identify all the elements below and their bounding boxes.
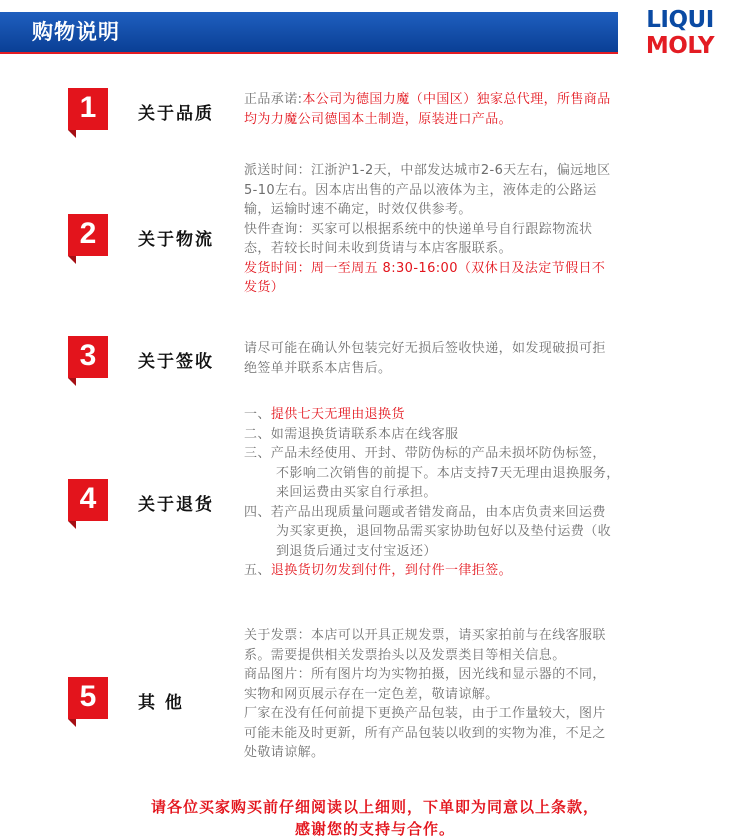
text-line: 5-10左右。因本店出售的产品以液体为主，液体走的公路运 — [244, 182, 597, 198]
text-line: 均为力魔公司德国本土制造，原装进口产品。 — [244, 111, 513, 127]
text-line: 正品承诺:本公司为德国力魔（中国区）独家总代理，所售商品 — [244, 92, 611, 107]
text-line: 二、如需退换货请联系本店在线客服 — [244, 426, 459, 442]
text-line: 请尽可能在确认外包装完好无损后签收快递，如发现破损可拒 — [244, 341, 606, 356]
text-line: 到退货后通过支付宝返还） — [276, 543, 437, 559]
text-line: 三、产品未经使用、开封、带防伪标的产品未损坏防伪标签， — [244, 446, 606, 461]
section-title-other: 其 他 — [138, 693, 184, 713]
section-number-badge: 1 — [68, 88, 108, 130]
section-number-badge: 4 — [68, 479, 108, 521]
text-line: 绝签单并联系本店售后。 — [244, 360, 392, 376]
text-line: 处敬请谅解。 — [244, 745, 325, 760]
text-line: 派送时间：江浙沪1-2天，中部发达城市2-6天左右，偏远地区 — [244, 163, 611, 178]
text-line: 五、退换货切勿发到付件，到付件一律拒签。 — [244, 563, 513, 578]
section-title-logistics: 关于物流 — [138, 230, 214, 250]
text-line: 系。需要提供相关发票抬头以及发票类目等相关信息。 — [244, 647, 566, 663]
logo-text-top: LIQUI — [646, 7, 714, 33]
section-body-other — [244, 626, 694, 763]
text-line: 可能未能及时更新，所有产品包装以收到的实物为准，不足之 — [244, 725, 606, 741]
text-line: 来回运费由买家自行承担。 — [276, 485, 437, 500]
text-line: 厂家在没有任何前提下更换产品包装，由于工作量较大，图片 — [244, 706, 606, 721]
section-number-badge: 3 — [68, 336, 108, 378]
footer-notice — [0, 796, 750, 840]
section-title-returns: 关于退货 — [138, 495, 214, 515]
text-line: 关于发票：本店可以开具正规发票，请买家拍前与在线客服联 — [244, 628, 606, 643]
section-body-logistics — [244, 161, 694, 298]
section-title-quality: 关于品质 — [138, 104, 214, 124]
footer-line: 请各位买家购买前仔细阅读以上细则，下单即为同意以上条款， — [150, 798, 599, 816]
text-line: 商品图片：所有图片均为实物拍摄，因光线和显示器的不同， — [244, 667, 606, 682]
section-title-signing: 关于签收 — [138, 352, 214, 372]
text-line: 发货时间：周一至周五 8:30-16:00（双休日及法定节假日不 — [244, 260, 606, 276]
section-body-returns — [244, 405, 694, 581]
section-number-badge: 5 — [68, 677, 108, 719]
page-header — [0, 0, 750, 70]
text-line: 为买家更换，退回物品需买家协助包好以及垫付运费（收 — [276, 524, 612, 539]
text-line: 输，运输时速不确定，时效仅供参考。 — [244, 202, 472, 217]
text-line: 实物和网页展示存在一定色差，敬请谅解。 — [244, 686, 499, 702]
text-line: 发货） — [244, 280, 285, 295]
brand-logo — [618, 6, 742, 62]
text-line: 态，若较长时间未收到货请与本店客服联系。 — [244, 241, 513, 256]
footer-line: 感谢您的支持与合作。 — [294, 820, 455, 838]
section-body-signing — [244, 339, 694, 378]
text-line: 一、提供七天无理由退换货 — [244, 407, 405, 422]
section-body-quality — [244, 90, 694, 129]
text-line: 四、若产品出现质量问题或者错发商品，由本店负责来回运费 — [244, 504, 606, 520]
text-line: 快件查询：买家可以根据系统中的快递单号自行跟踪物流状 — [244, 221, 593, 237]
section-number-badge: 2 — [68, 214, 108, 256]
logo-text-bottom: MOLY — [645, 33, 715, 59]
text-line: 不影响二次销售的前提下。本店支持7天无理由退换服务， — [276, 465, 620, 481]
page-title: 购物说明 — [32, 20, 120, 44]
